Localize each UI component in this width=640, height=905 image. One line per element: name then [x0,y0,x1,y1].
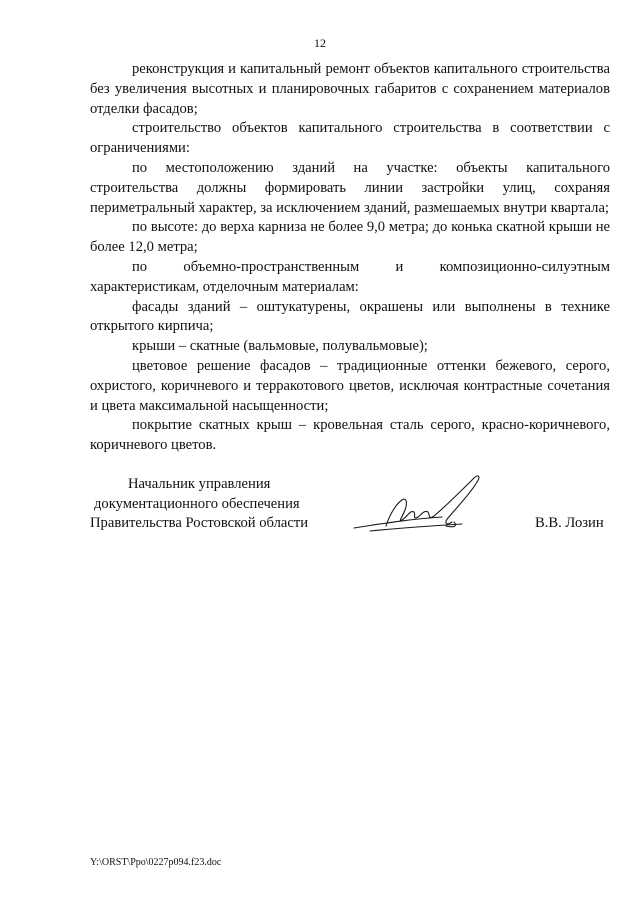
paragraph-height: по высоте: до верха карниза не более 9,0 метра; до конька скатной крыши не более 12,0 метра; [90,219,610,256]
paragraph-location: по местоположению зданий на участке: объекты капитального строительства должны формировать линии застройки улиц, сохраняя периметральный характер, за исключением зданий, размешаемых внутри квартала; [90,159,610,216]
signature-title-line: Правительства Ростовской области [90,515,309,531]
signature-title-line: документационного обеспечения [94,495,300,512]
page-number: 12 [314,36,326,50]
signature-title-line: Начальник управления [128,476,271,492]
signature-title [90,475,308,534]
paragraph-construction: строительство объектов капитального строительства в соответствии с ограничениями: [90,120,610,157]
file-path-footer: Y:\ORST\Ppo\0227p094.f23.doc [90,857,222,868]
paragraph-facades: фасады зданий – оштукатурены, окрашены или выполнены в технике открытого кирпича; [90,298,610,335]
paragraph-roofing: покрытие скатных крыш – кровельная сталь серого, красно-коричневого, коричневого цветов. [90,417,610,454]
handwritten-signature [350,470,500,550]
signer-name: В.В. Лозин [535,515,604,531]
paragraph-reconstruction: реконструкция и капитальный ремонт объектов капитального строительства без увеличения высотных и планировочных габаритов с сохранением материалов отделки фасадов; [90,61,610,117]
paragraph-volume: по объемно-пространственным и композиционно-силуэтным характеристикам, отделочным материалам: [90,258,610,295]
paragraph-roofs: крыши – скатные (вальмовые, полувальмовые); [132,338,428,355]
paragraph-colors: цветовое решение фасадов – традиционные оттенки бежевого, серого, охристого, коричневого и терракотового цветов, исключая контрастные сочетания и цвета максимальной насыщенности; [90,357,610,414]
body-text [90,60,610,456]
